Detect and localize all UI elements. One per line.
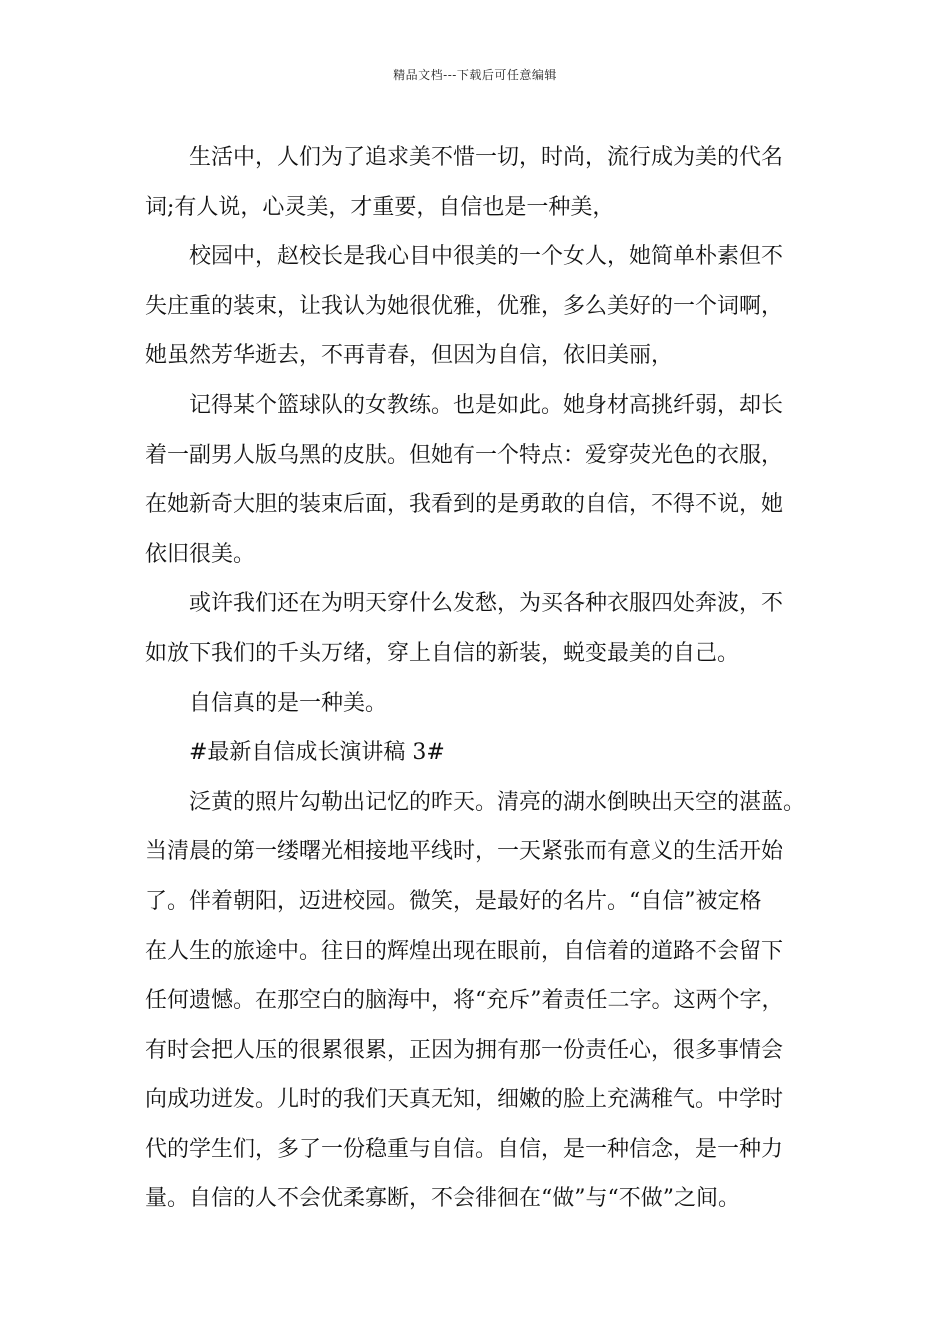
text-line: 任何遗憾。在那空白的脑海中，将“充斥”着责任二字。这两个字， bbox=[145, 988, 784, 1014]
paragraph bbox=[145, 133, 813, 232]
text-line: 她虽然芳华逝去，不再青春，但因为自信，依旧美丽， bbox=[145, 343, 674, 369]
section-heading bbox=[145, 728, 813, 778]
text-line: 或许我们还在为明天穿什么发愁，为买各种衣服四处奔波，不 bbox=[189, 591, 784, 617]
text-line: 了。伴着朝阳，迈进校园。微笑，是最好的名片。“自信”被定格 bbox=[145, 888, 762, 914]
text-line: 向成功迸发。儿时的我们天真无知，细嫩的脸上充满稚气。中学时 bbox=[145, 1087, 784, 1113]
text-line: 在她新奇大胆的装束后面，我看到的是勇敢的自信，不得不说，她 bbox=[145, 492, 784, 518]
text-line: 校园中，赵校长是我心目中很美的一个女人，她简单朴素但不 bbox=[189, 244, 784, 270]
text-line: 代的学生们，多了一份稳重与自信。自信，是一种信念，是一种力 bbox=[145, 1136, 784, 1162]
page-header: 精品文档---下载后可任意编辑 bbox=[393, 68, 557, 82]
text-line: 依旧很美。 bbox=[145, 541, 256, 567]
text-line: 如放下我们的千头万绪，穿上自信的新装，蜕变最美的自己。 bbox=[145, 640, 740, 666]
text-line: 记得某个篮球队的女教练。也是如此。她身材高挑纤弱，却长 bbox=[189, 392, 784, 418]
text-line: 有时会把人压的很累很累，正因为拥有那一份责任心，很多事情会 bbox=[145, 1037, 784, 1063]
document-body bbox=[145, 133, 813, 1224]
paragraph bbox=[145, 232, 813, 381]
text-line: 失庄重的装束，让我认为她很优雅，优雅，多么美好的一个词啊， bbox=[145, 293, 784, 319]
text-line: 量。自信的人不会优柔寡断，不会徘徊在“做”与“不做”之间。 bbox=[145, 1186, 740, 1212]
text-line: 着一副男人版乌黑的皮肤。但她有一个特点：爱穿荧光色的衣服， bbox=[145, 442, 784, 468]
paragraph bbox=[145, 778, 813, 1224]
paragraph bbox=[145, 381, 813, 579]
paragraph bbox=[145, 579, 813, 678]
paragraph bbox=[145, 679, 813, 729]
text-line: 自信真的是一种美。 bbox=[189, 690, 388, 716]
text-line: 当清晨的第一缕曙光相接地平线时，一天紧张而有意义的生活开始 bbox=[145, 839, 784, 865]
text-line: 在人生的旅途中。往日的辉煌出现在眼前，自信着的道路不会留下 bbox=[145, 938, 784, 964]
text-line: #最新自信成长演讲稿 3# bbox=[189, 740, 445, 766]
text-line: 生活中，人们为了追求美不惜一切，时尚，流行成为美的代名 bbox=[189, 145, 784, 170]
text-line: 词;有人说，心灵美，才重要，自信也是一种美， bbox=[145, 194, 615, 220]
text-line: 泛黄的照片勾勒出记忆的昨天。清亮的湖水倒映出天空的湛蓝。 bbox=[189, 789, 806, 815]
